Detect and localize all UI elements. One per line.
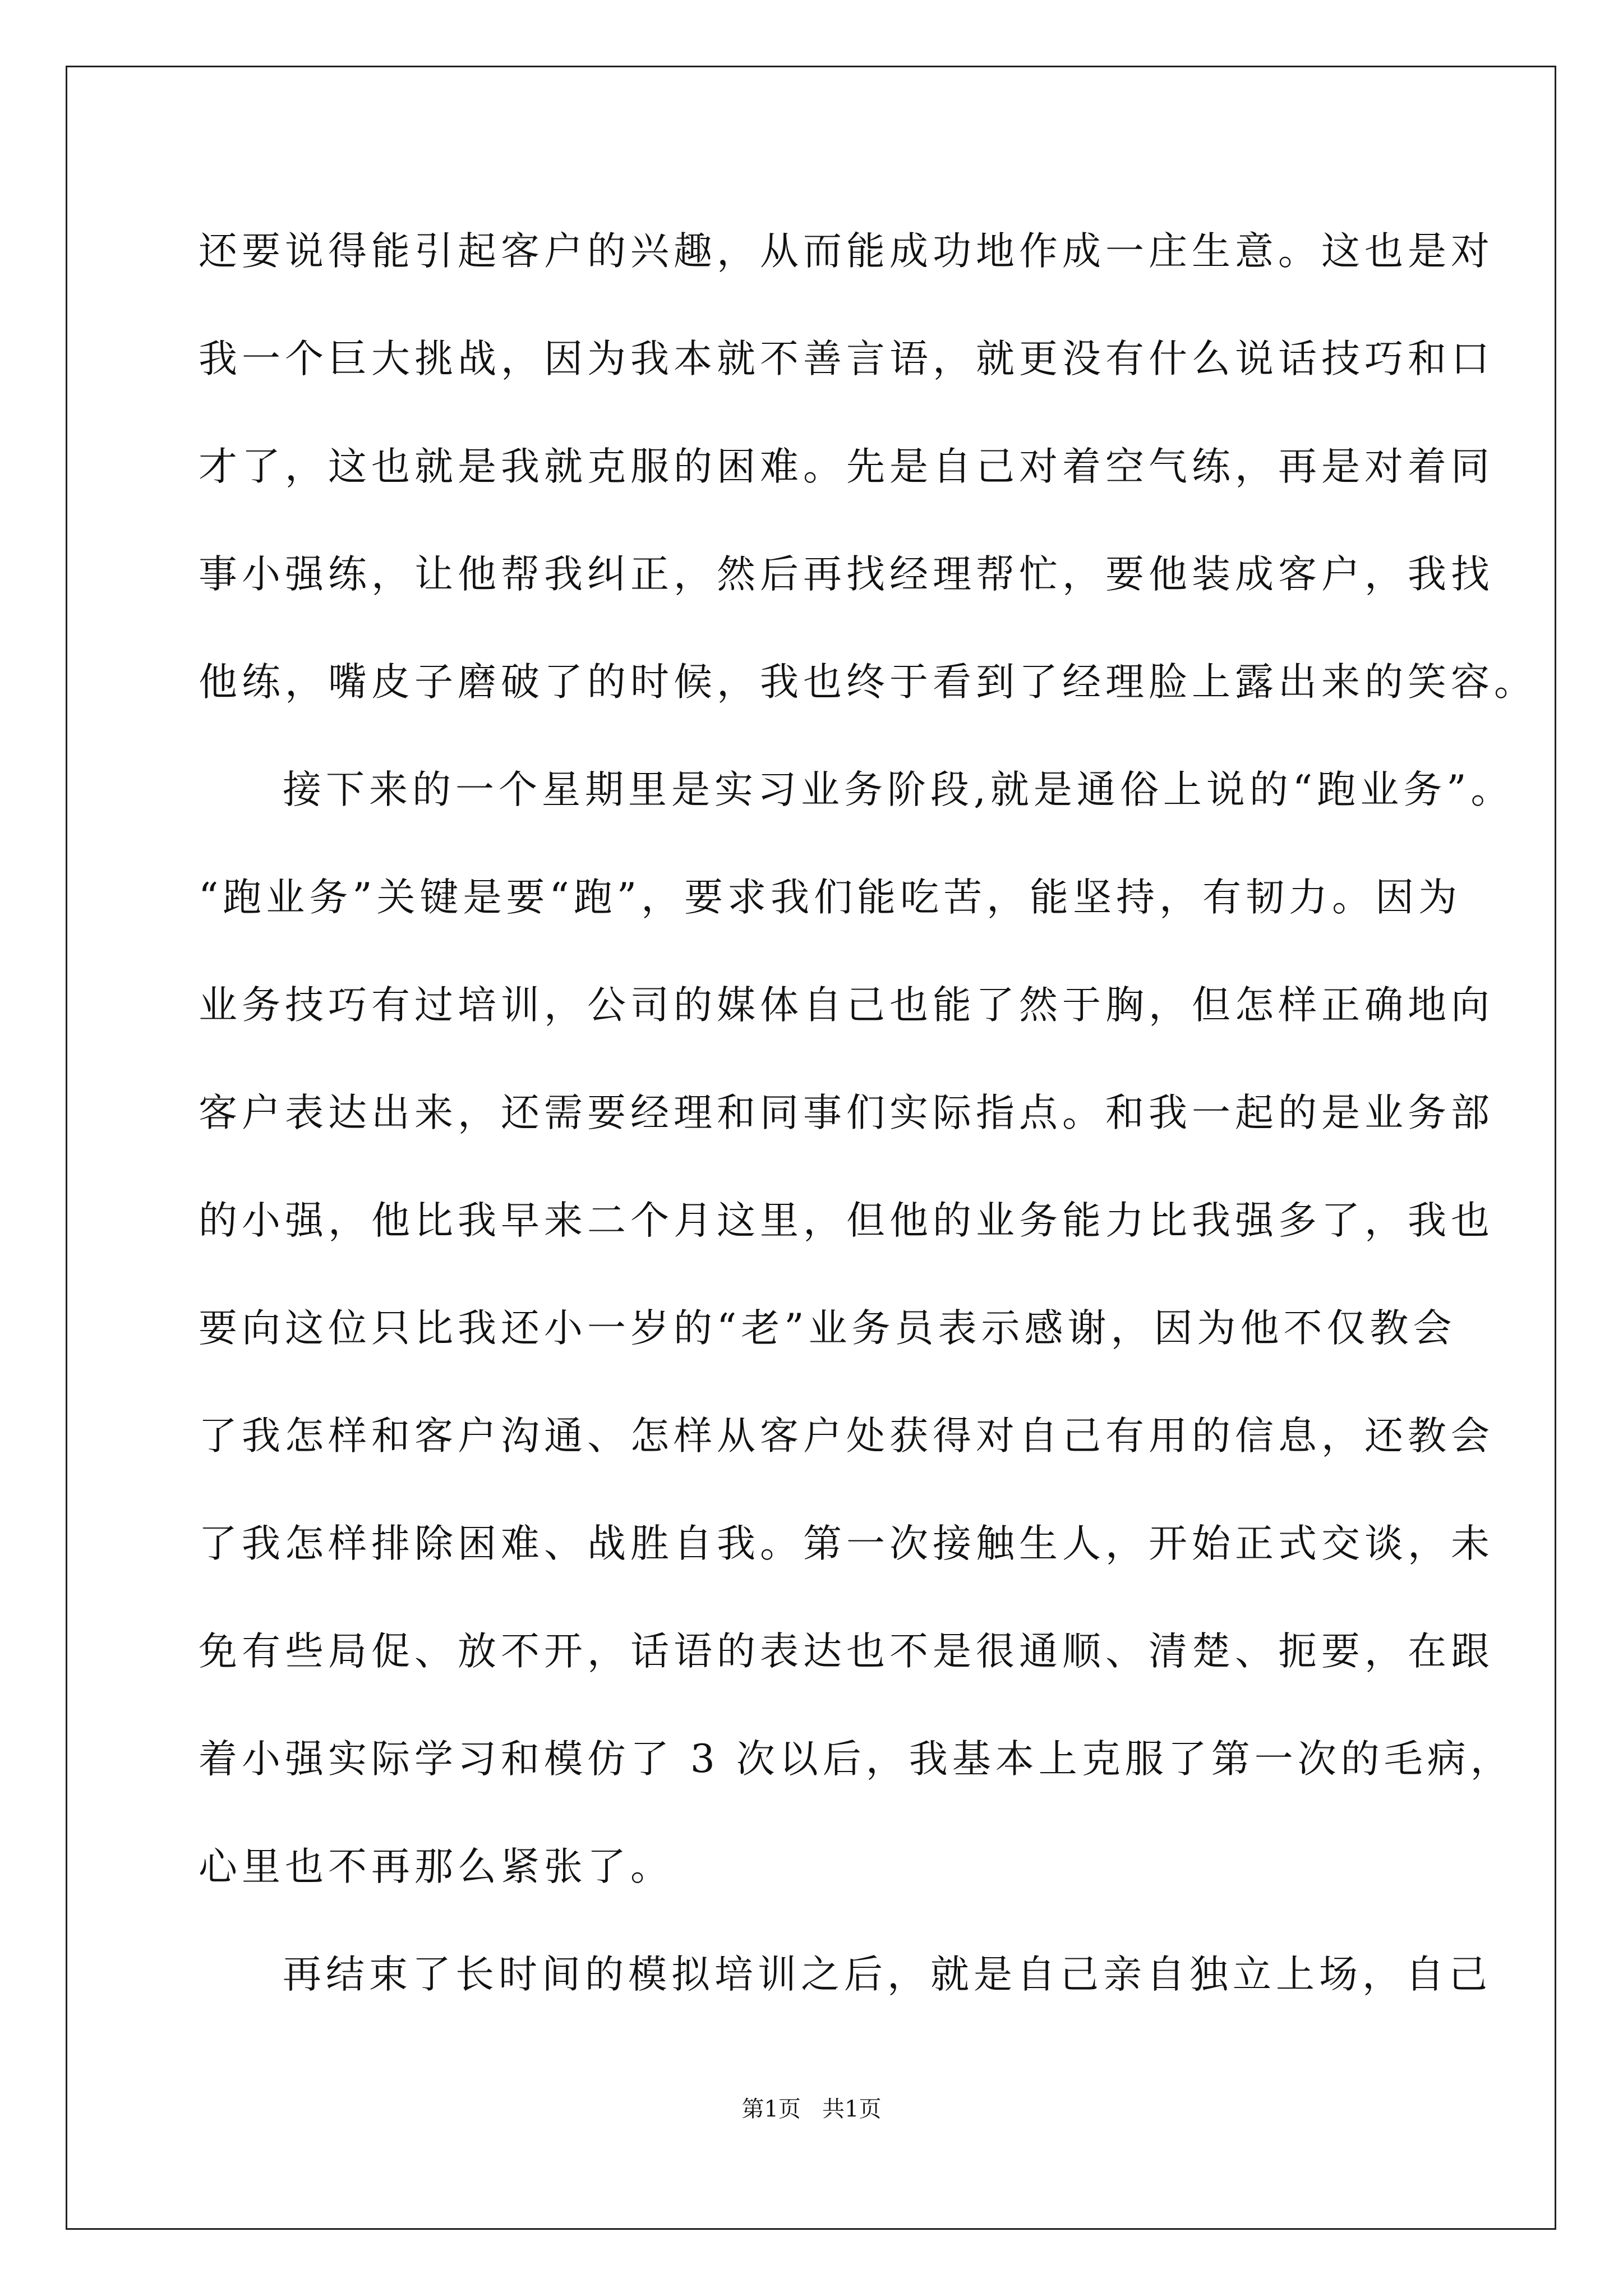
text-line: 再结束了长时间的模拟培训之后，就是自己亲自独立上场，自己: [283, 1952, 1492, 1997]
text-line: 才了，这也就是我就克服的困难。先是自己对着空气练，再是对着同: [199, 444, 1494, 489]
text-line: 他练，嘴皮子磨破了的时候，我也终于看到了经理脸上露出来的笑容。: [199, 660, 1537, 705]
text-line: 业务技巧有过培训，公司的媒体自己也能了然于胸，但怎样正确地向: [199, 983, 1494, 1028]
text-line: 还要说得能引起客户的兴趣，从而能成功地作成一庄生意。这也是对: [199, 229, 1494, 274]
text-line: 了我怎样排除困难、战胜自我。第一次接触生人，开始正式交谈，未: [199, 1521, 1494, 1566]
text-line: 了我怎样和客户沟通、怎样从客户处获得对自己有用的信息，还教会: [199, 1414, 1494, 1458]
document-body: [199, 210, 1537, 2041]
text-line: 我一个巨大挑战，因为我本就不善言语，就更没有什么说话技巧和口: [199, 337, 1494, 381]
text-line: 事小强练，让他帮我纠正，然后再找经理帮忙，要他装成客户，我找: [199, 552, 1494, 597]
page-footer: 第1页 共1页: [741, 2096, 882, 2122]
text-line: 免有些局促、放不开，话语的表达也不是很通顺、清楚、扼要，在跟: [199, 1629, 1494, 1674]
text-line: 要向这位只比我还小一岁的“老”业务员表示感谢，因为他不仅教会: [199, 1306, 1456, 1351]
text-line: 客户表达出来，还需要经理和同事们实际指点。和我一起的是业务部: [199, 1091, 1494, 1135]
text-line: 的小强，他比我早来二个月这里，但他的业务能力比我强多了，我也: [199, 1198, 1494, 1243]
text-line: 接下来的一个星期里是实习业务阶段,就是通俗上说的“跑业务”。: [283, 767, 1514, 812]
text-line: “跑业务”关键是要“跑”，要求我们能吃苦，能坚持，有韧力。因为: [199, 875, 1462, 920]
text-line: 心里也不再那么紧张了。: [199, 1844, 674, 1889]
text-line: 着小强实际学习和模仿了 3 次以后，我基本上克服了第一次的毛病，: [199, 1737, 1514, 1782]
